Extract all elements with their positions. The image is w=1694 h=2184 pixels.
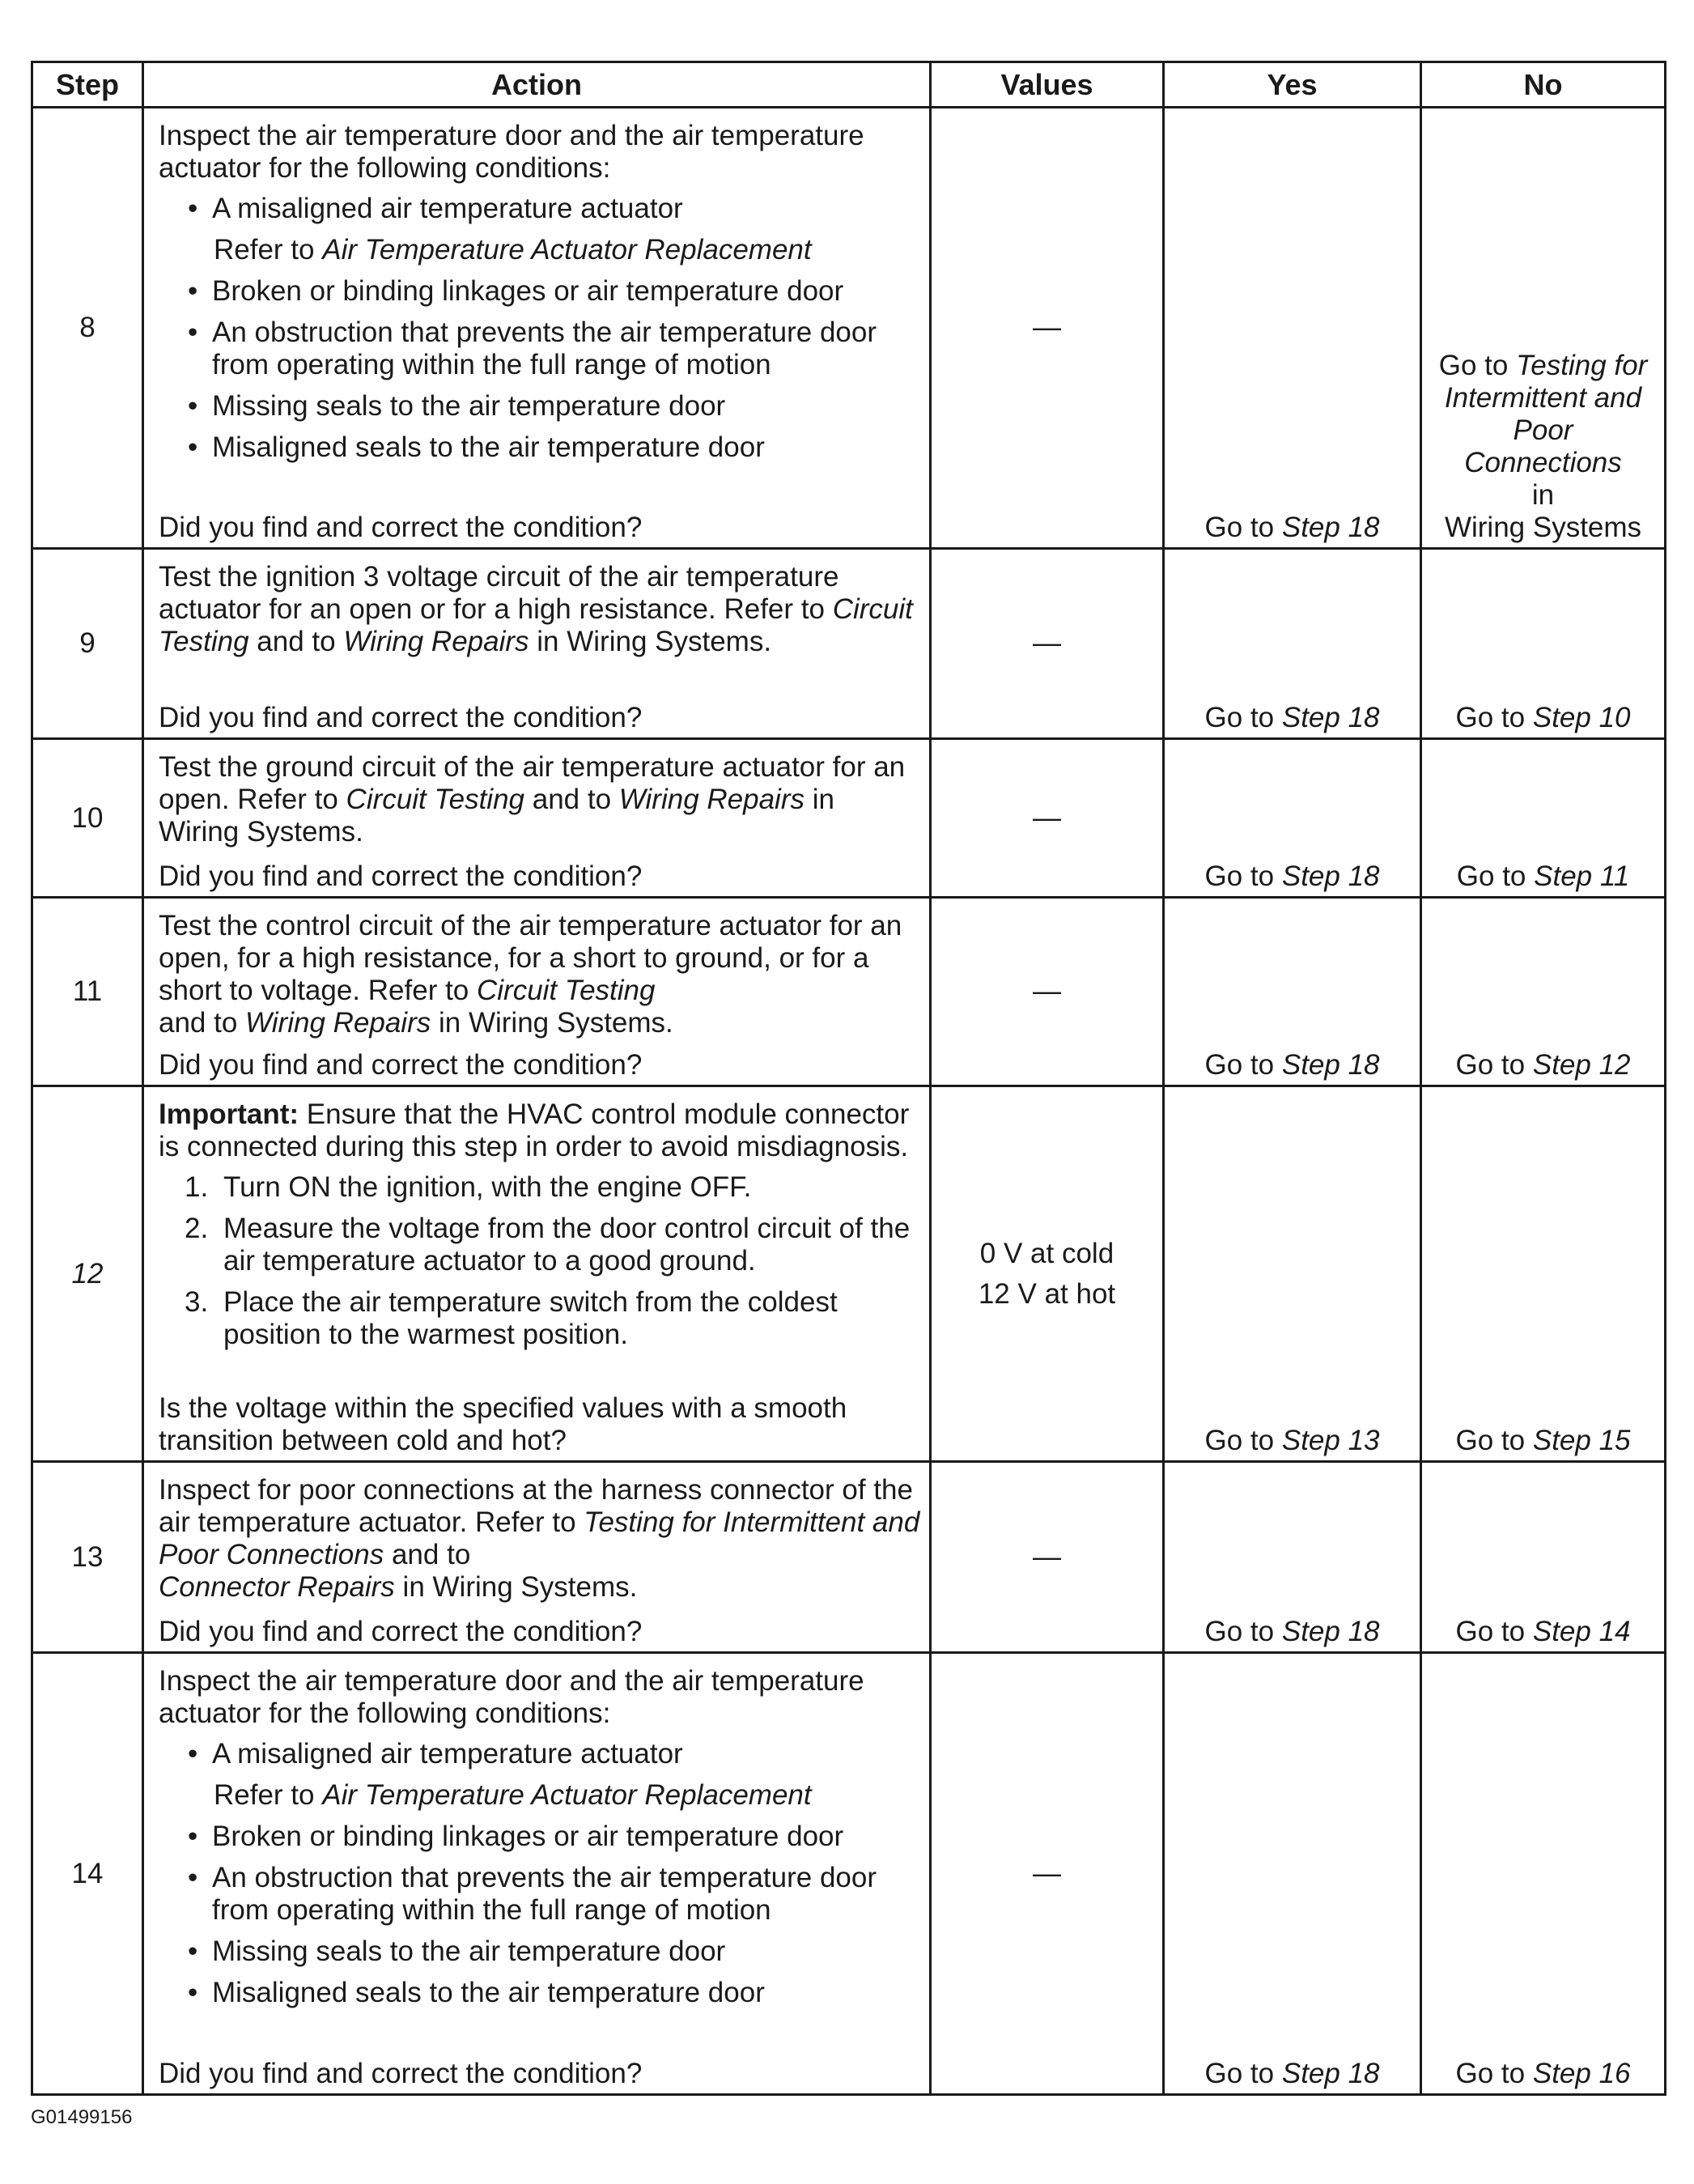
action-text-part: and to: [391, 1539, 471, 1570]
figure-id: G01499156: [31, 2106, 133, 2128]
action-text-part: and to: [159, 1007, 238, 1039]
reference-prefix: Refer to: [214, 234, 315, 266]
no-reference-link[interactable]: Poor: [1513, 414, 1573, 446]
action-question: Did you find and correct the condition?: [159, 512, 643, 543]
values-cell: —: [931, 1462, 1164, 1653]
reference-prefix: Refer to: [214, 1779, 315, 1811]
action-text-part: Test the control circuit of the air temperature actuator for an open, for a high resistance, for a short to ground, or for a short to voltage. Refer to: [159, 910, 902, 1006]
go-to-label: Go to: [1204, 1049, 1275, 1081]
yes-step-link[interactable]: Step 18: [1281, 1616, 1380, 1647]
list-item: • Misaligned seals to the air temperature door: [159, 1977, 921, 2009]
table-row: [32, 1462, 1666, 1653]
list-item: • Misaligned seals to the air temperature door: [159, 431, 921, 464]
list-text: Measure the voltage from the door control circuit of the air temperature actuator to a good ground.: [223, 1213, 911, 1277]
no-cell: [1421, 1086, 1666, 1462]
header-no: No: [1421, 62, 1666, 108]
list-item: [159, 1286, 921, 1351]
value-hot: 12 V at hot: [978, 1277, 1116, 1310]
step-number: 11: [32, 898, 143, 1086]
list-item: [159, 1213, 921, 1277]
important-note: [159, 1098, 921, 1163]
go-to-label: Go to: [1204, 1616, 1275, 1647]
reference-link[interactable]: Air Temperature Actuator Replacement: [322, 1779, 812, 1811]
header-row: [32, 62, 1666, 108]
values-cell: —: [931, 549, 1164, 739]
yes-step-link[interactable]: Step 18: [1281, 1049, 1380, 1081]
yes-cell: [1164, 739, 1421, 898]
header-step: Step: [32, 62, 143, 108]
list-item: • A misaligned air temperature actuator: [159, 193, 921, 225]
list-item: • Missing seals to the air temperature door: [159, 390, 921, 423]
go-to-label: Go to: [1455, 1616, 1526, 1647]
action-cell: [143, 739, 931, 898]
step-number-text: 12: [71, 1257, 104, 1290]
list-item-reference: [159, 1779, 921, 1812]
yes-step-link[interactable]: Step 18: [1281, 702, 1380, 733]
action-text-part: in Wiring Systems.: [402, 1571, 638, 1603]
action-question: Did you find and correct the condition?: [159, 2058, 643, 2089]
action-cell: [143, 549, 931, 739]
list-item: • Broken or binding linkages or air temperature door: [159, 1821, 921, 1853]
go-to-label: Go to: [1455, 1049, 1526, 1081]
values-cell: —: [931, 898, 1164, 1086]
header-action: Action: [143, 62, 931, 108]
list-text: Turn ON the ignition, with the engine OFF.: [223, 1171, 752, 1203]
reference-link[interactable]: Wiring Repairs: [618, 784, 805, 815]
list-item: • An obstruction that prevents the air temperature door from operating within the full range of motion: [159, 317, 921, 381]
diagnostic-table: [31, 61, 1666, 2096]
action-question: Did you find and correct the condition?: [159, 702, 643, 733]
values-cell: —: [931, 739, 1164, 898]
go-to-label: Go to: [1455, 1425, 1526, 1456]
table-row: [32, 1653, 1666, 2095]
reference-link[interactable]: Air Temperature Actuator Replacement: [322, 234, 812, 266]
value-cold: 0 V at cold: [979, 1237, 1114, 1269]
table-row: [32, 898, 1666, 1086]
action-text-part: Inspect for poor connections at the harness connector of the air temperature actuator. Refer to: [159, 1474, 913, 1538]
yes-cell: [1164, 1653, 1421, 2095]
action-cell: [143, 898, 931, 1086]
no-step-link[interactable]: Step 15: [1532, 1425, 1631, 1456]
yes-step-link[interactable]: Step 18: [1281, 860, 1380, 892]
yes-step-link[interactable]: Step 18: [1281, 2058, 1380, 2089]
no-reference-text: in: [1531, 479, 1555, 511]
reference-link[interactable]: Connector Repairs: [159, 1571, 395, 1603]
reference-link[interactable]: Wiring Repairs: [245, 1007, 431, 1039]
table-row: [32, 549, 1666, 739]
no-step-link[interactable]: Step 11: [1534, 860, 1630, 892]
list-number: 3.: [185, 1286, 209, 1318]
yes-step-link[interactable]: Step 18: [1281, 512, 1380, 543]
action-intro: Inspect the air temperature door and the air temperature actuator for the following conditions:: [159, 1665, 864, 1729]
list-item: • Missing seals to the air temperature door: [159, 1935, 921, 1968]
yes-step-link[interactable]: Step 13: [1281, 1425, 1380, 1456]
no-cell: [1421, 1462, 1666, 1653]
go-to-label: Go to: [1455, 702, 1526, 733]
step-number: 10: [32, 739, 143, 898]
values-cell: [931, 1086, 1164, 1462]
reference-link[interactable]: Circuit Testing: [159, 593, 913, 657]
reference-link[interactable]: Wiring Repairs: [343, 626, 529, 657]
go-to-label: Go to: [1204, 1425, 1275, 1456]
list-number: 1.: [185, 1171, 209, 1203]
action-text: [159, 910, 921, 1039]
table-row: [32, 108, 1666, 549]
step-number: 13: [32, 1462, 143, 1653]
action-text-part: in Wiring Systems.: [537, 626, 772, 657]
list-item-reference: [159, 234, 921, 266]
action-text-part: and to: [532, 784, 612, 815]
yes-cell: [1164, 1462, 1421, 1653]
no-reference-link[interactable]: Connections: [1464, 447, 1622, 478]
reference-link[interactable]: Circuit Testing: [346, 784, 525, 815]
action-text: [159, 751, 921, 848]
action-cell: [143, 1086, 931, 1462]
no-cell: [1421, 1653, 1666, 2095]
action-cell: [143, 1462, 931, 1653]
yes-cell: [1164, 549, 1421, 739]
list-number: 2.: [185, 1213, 209, 1244]
go-to-label: Go to: [1456, 860, 1526, 892]
no-cell: [1421, 898, 1666, 1086]
no-step-link[interactable]: Step 14: [1532, 1616, 1631, 1647]
action-intro: Inspect the air temperature door and the air temperature actuator for the following conditions:: [159, 120, 864, 184]
step-number: 9: [32, 549, 143, 739]
no-reference-link[interactable]: Testing for: [1516, 350, 1648, 381]
go-to-label: Go to: [1204, 702, 1275, 733]
no-step-link[interactable]: Step 16: [1532, 2058, 1631, 2089]
list-text: Place the air temperature switch from the coldest position to the warmest position.: [223, 1286, 838, 1350]
action-question: Is the voltage within the specified values with a smooth transition between cold and hot?: [159, 1392, 847, 1456]
no-reference-text: Wiring Systems: [1444, 512, 1642, 543]
list-item: • A misaligned air temperature actuator: [159, 1738, 921, 1770]
yes-cell: [1164, 1086, 1421, 1462]
table-row: [32, 739, 1666, 898]
no-reference-link[interactable]: Intermittent and: [1444, 382, 1642, 414]
no-cell: [1421, 549, 1666, 739]
go-to-label: Go to: [1438, 350, 1509, 381]
action-text-part: and to: [257, 626, 336, 657]
go-to-label: Go to: [1204, 2058, 1275, 2089]
action-text-part: in Wiring Systems.: [438, 1007, 673, 1039]
yes-cell: [1164, 898, 1421, 1086]
action-text-part: Test the ground circuit of the air temperature actuator for an open. Refer to: [159, 751, 906, 815]
step-number: [32, 1086, 143, 1462]
values-cell: —: [931, 108, 1164, 549]
action-cell: [143, 1653, 931, 2095]
no-step-link[interactable]: Step 10: [1532, 702, 1631, 733]
values-cell: —: [931, 1653, 1164, 2095]
no-step-link[interactable]: Step 12: [1532, 1049, 1631, 1081]
action-text-part: in Wiring Systems.: [159, 784, 834, 848]
action-cell: [143, 108, 931, 549]
list-item: • Broken or binding linkages or air temperature door: [159, 275, 921, 308]
procedure-list: [159, 1171, 921, 1351]
step-number: 14: [32, 1653, 143, 2095]
reference-link[interactable]: Testing for Intermittent and Poor Connections: [159, 1506, 920, 1570]
important-text: Ensure that the HVAC control module connector is connected during this step in order to avoid misdiagnosis.: [159, 1098, 910, 1162]
header-values: Values: [931, 62, 1164, 108]
condition-list: [159, 1738, 921, 2009]
action-text: [159, 1474, 921, 1604]
action-text: [159, 561, 921, 658]
list-item: [159, 1171, 921, 1204]
action-question: Did you find and correct the condition?: [159, 1616, 643, 1647]
no-cell: [1421, 739, 1666, 898]
yes-cell: [1164, 108, 1421, 549]
important-label: Important:: [159, 1098, 299, 1130]
table-row: [32, 1086, 1666, 1462]
step-number: 8: [32, 108, 143, 549]
list-item: • An obstruction that prevents the air temperature door from operating within the full range of motion: [159, 1862, 921, 1927]
action-question: Did you find and correct the condition?: [159, 860, 643, 892]
condition-list: [159, 193, 921, 464]
go-to-label: Go to: [1204, 512, 1275, 543]
reference-link[interactable]: Circuit Testing: [477, 975, 656, 1006]
action-text-part: Test the ignition 3 voltage circuit of the air temperature actuator for an open or for a high resistance. Refer to: [159, 561, 839, 625]
action-question: Did you find and correct the condition?: [159, 1049, 643, 1081]
go-to-label: Go to: [1204, 860, 1275, 892]
no-cell: [1421, 108, 1666, 549]
go-to-label: Go to: [1455, 2058, 1526, 2089]
header-yes: Yes: [1164, 62, 1421, 108]
